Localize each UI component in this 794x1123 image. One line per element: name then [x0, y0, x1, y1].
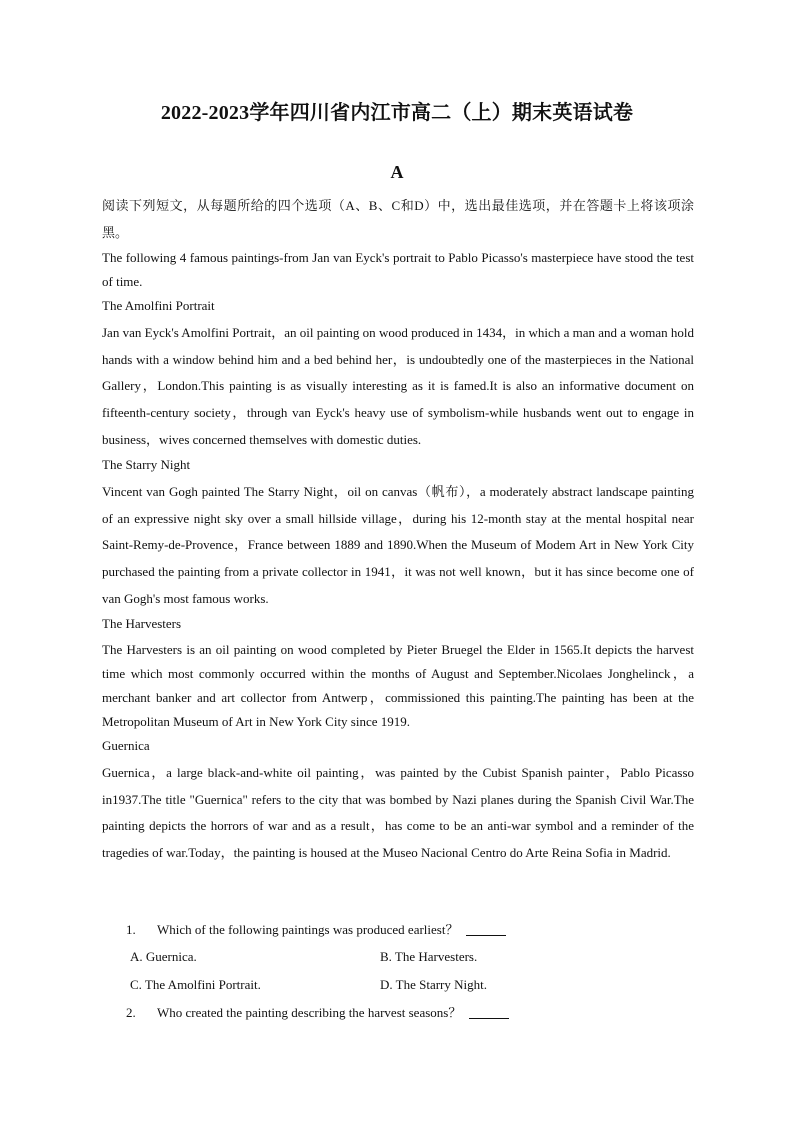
option-a[interactable]: A. Guernica. — [130, 949, 197, 964]
intro-paragraph: The following 4 famous paintings-from Jan van Eyck's portrait to Pablo Picasso's masterpiece have stood the test of time. — [102, 250, 694, 290]
question-number: 1. — [126, 922, 136, 937]
question-number: 2. — [126, 1005, 136, 1020]
question-text: Who created the painting describing the harvest seasons？ — [157, 1005, 462, 1020]
option-b[interactable]: B. The Harvesters. — [380, 949, 478, 964]
option-c[interactable]: C. The Amolfini Portrait. — [130, 977, 261, 992]
options-row — [102, 943, 702, 971]
answer-blank[interactable] — [466, 921, 506, 936]
options-row — [102, 971, 702, 999]
reading-passage — [102, 193, 694, 867]
painting-paragraph: Guernica，a large black-and-white oil painting，was painted by the Cubist Spanish painter，Pablo Picasso in1937.The title "Guernica" refers to the city that was bombed by Nazi planes during the Spanish Civil War.The painting depicts the horrors of war and as a result，has come to be an anti-war symbol and a reminder of the tragedies of war.Today，the painting is housed at the Museo Nacional Centro do Arte Reina Sofia in Madrid. — [102, 765, 694, 860]
painting-heading: The Harvesters — [102, 616, 182, 632]
painting-paragraph: Vincent van Gogh painted The Starry Night，oil on canvas（帆布），a moderately abstract landscape painting of an expressive night sky over a small hillside village，during his 12-month stay at the mental hospital near Saint-Remy-de-Provence，France between 1889 and 1890.When the Museum of Modem Art in New York City purchased the painting from a private collector in 1941，it was not well known，but it has since become one of van Gogh's most famous works. — [102, 484, 694, 606]
question-list — [102, 916, 702, 1026]
page-title: 2022-2023学年四川省内江市高二（上）期末英语试卷 — [160, 102, 634, 124]
painting-heading: Guernica — [102, 738, 150, 754]
painting-paragraph: Jan van Eyck's Amolfini Portrait，an oil painting on wood produced in 1434，in which a man and a woman hold hands with a window behind him and a bed behind her，is undoubtedly one of the masterpieces in the National Gallery，London.This painting is as visually interesting as it is famed.It is also an informative document on fifteenth-century society，through van Eyck's heavy use of symbolism-while husbands went out to engage in business，wives concerned themselves with domestic duties. — [102, 325, 694, 447]
question-2 — [102, 999, 702, 1026]
option-d[interactable]: D. The Starry Night. — [380, 977, 487, 992]
painting-heading: The Amolfini Portrait — [102, 298, 215, 314]
instructions: 阅读下列短文，从每题所给的四个选项（A、B、C和D）中，选出最佳选项，并在答题卡上将该项涂黑。 — [102, 198, 694, 240]
painting-heading: The Starry Night — [102, 457, 191, 473]
question-1 — [102, 916, 702, 943]
question-text: Which of the following paintings was produced earliest？ — [157, 922, 459, 937]
painting-paragraph: The Harvesters is an oil painting on wood completed by Pieter Bruegel the Elder in 1565.It depicts the harvest time which most commonly occurred within the months of August and September.Nicolaes Jonghelinck，a merchant banker and art collector from Antwerp，commissioned this painting.The painting has been at the Metropolitan Museum of Art in New York City since 1919. — [102, 642, 694, 730]
answer-blank[interactable] — [469, 1004, 509, 1019]
section-label: A — [390, 162, 404, 182]
